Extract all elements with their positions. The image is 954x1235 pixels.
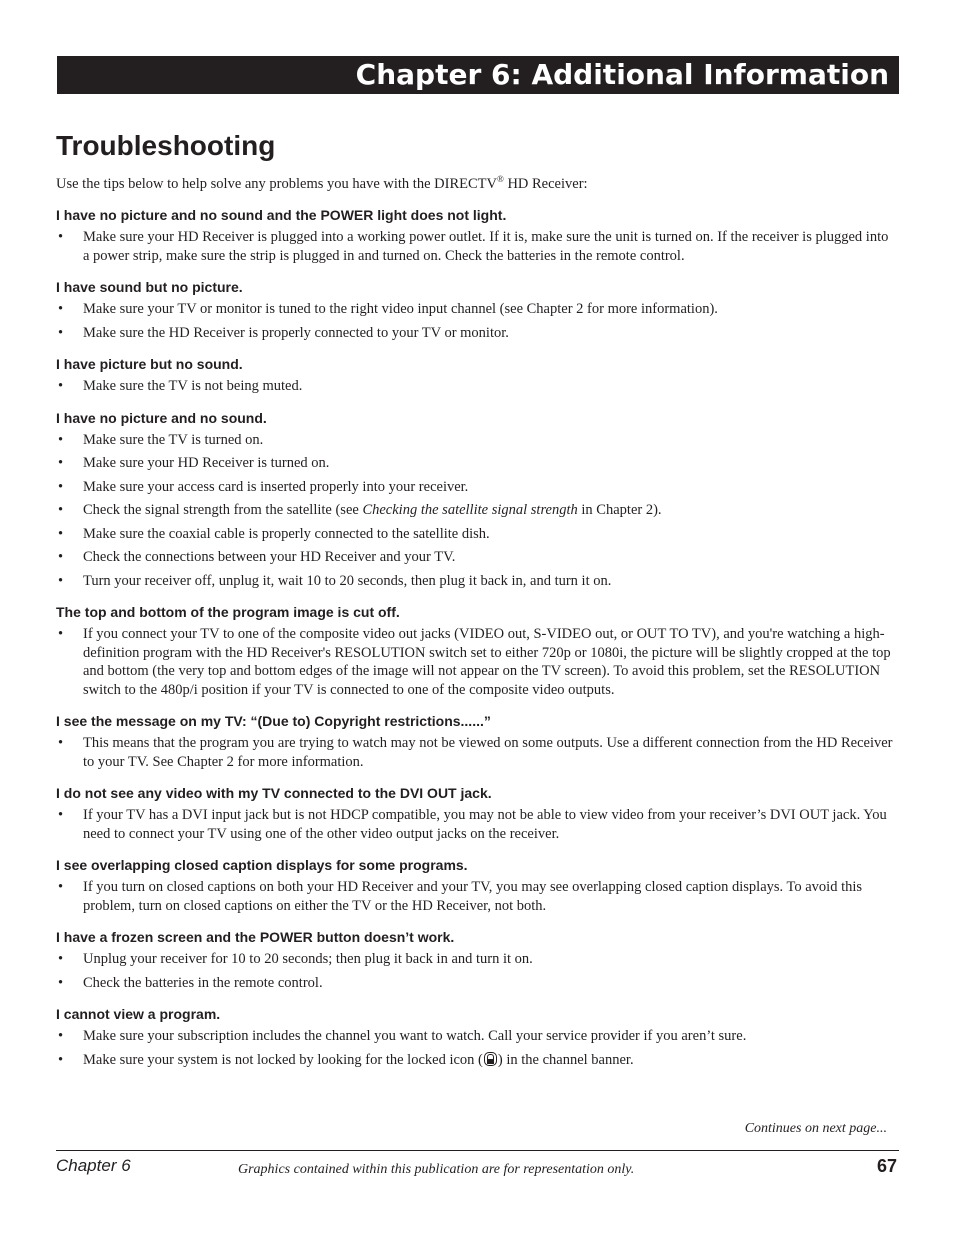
list-item: • Make sure your HD Receiver is turned on. bbox=[56, 454, 898, 473]
section-heading: I cannot view a program. bbox=[56, 1006, 221, 1023]
section-heading: I see the message on my TV: “(Due to) Copyright restrictions......” bbox=[56, 713, 491, 730]
list-item: • Check the batteries in the remote control. bbox=[56, 974, 898, 993]
bullet-list bbox=[56, 431, 898, 591]
bullet-list bbox=[56, 734, 898, 771]
list-item bbox=[56, 501, 898, 520]
troubleshooting-section bbox=[56, 603, 898, 699]
bullet-list bbox=[56, 878, 898, 915]
list-item: • Make sure your subscription includes the channel you want to watch. Call your service provider if you aren’t sure. bbox=[56, 1027, 898, 1046]
bullet-list bbox=[56, 1027, 898, 1069]
section-heading: The top and bottom of the program image is cut off. bbox=[56, 604, 400, 621]
list-item: • If you connect your TV to one of the composite video out jacks (VIDEO out, S-VIDEO out, or OUT TO TV), and you're watching a high-definition program with the HD Receiver's RESOLUTION switch set to either 720p or 1080i, the picture will be slightly cropped at the top and bottom (the very top and bottom edges of the image will not appear on the TV screen). To avoid this problem, set the RESOLUTION switch to the 480p/i position if your TV is connected to one of the composite video outputs. bbox=[56, 625, 898, 699]
troubleshooting-content bbox=[56, 168, 898, 1074]
troubleshooting-section bbox=[56, 928, 898, 992]
list-item-text: in Chapter 2). bbox=[577, 502, 662, 519]
list-item: • Make sure the TV is turned on. bbox=[56, 431, 898, 450]
section-heading: I have a frozen screen and the POWER button doesn’t work. bbox=[56, 929, 455, 946]
list-item bbox=[56, 1051, 898, 1070]
bullet-list bbox=[56, 377, 898, 396]
footer-note: Graphics contained within this publication are for representation only. bbox=[238, 1162, 635, 1177]
list-item-text: ) in the channel banner. bbox=[497, 1051, 634, 1068]
list-item: • If your TV has a DVI input jack but is not HDCP compatible, you may not be able to view video from your receiver’s DVI OUT jack. You need to connect your TV using one of the other video output jacks on the receiver. bbox=[56, 806, 898, 843]
chapter-header-bar bbox=[57, 56, 899, 94]
intro-paragraph bbox=[56, 170, 898, 193]
section-heading: I have sound but no picture. bbox=[56, 279, 243, 296]
list-item: • Make sure the TV is not being muted. bbox=[56, 377, 898, 396]
section-heading: I have no picture and no sound and the POWER light does not light. bbox=[56, 207, 507, 224]
bullet-list bbox=[56, 228, 898, 265]
bullet-list bbox=[56, 806, 898, 843]
list-item: • If you turn on closed captions on both your HD Receiver and your TV, you may see overlapping closed caption displays. To avoid this problem, turn on closed captions on either the TV or the HD Receiver, not both. bbox=[56, 878, 898, 915]
chapter-title: Chapter 6: Additional Information bbox=[355, 58, 889, 91]
list-item: • Make sure your TV or monitor is tuned to the right video input channel (see Chapter 2 for more information). bbox=[56, 300, 898, 319]
troubleshooting-section bbox=[56, 784, 898, 843]
list-item-text: Make sure your system is not locked by looking for the locked icon ( bbox=[83, 1051, 483, 1068]
registered-mark: ® bbox=[496, 174, 504, 184]
list-item: • Make sure the coaxial cable is properly connected to the satellite dish. bbox=[56, 525, 898, 544]
list-item: • This means that the program you are trying to watch may not be viewed on some outputs. Use a different connection from the HD Receiver to your TV. See Chapter 2 for more information. bbox=[56, 734, 898, 771]
list-item: • Check the connections between your HD Receiver and your TV. bbox=[56, 548, 898, 567]
section-heading: I have no picture and no sound. bbox=[56, 409, 267, 426]
lock-icon bbox=[484, 1052, 497, 1066]
troubleshooting-section bbox=[56, 1005, 898, 1069]
list-item: • Turn your receiver off, unplug it, wait 10 to 20 seconds, then plug it back in, and turn it on. bbox=[56, 572, 898, 591]
italic-reference: Checking the satellite signal strength bbox=[362, 502, 578, 519]
intro-text: Use the tips below to help solve any problems you have with the DIRECTV bbox=[56, 175, 497, 192]
troubleshooting-section bbox=[56, 409, 898, 591]
troubleshooting-section bbox=[56, 206, 898, 265]
troubleshooting-section bbox=[56, 712, 898, 771]
list-item-text: Check the signal strength from the satellite (see bbox=[83, 502, 363, 519]
list-item: • Make sure the HD Receiver is properly connected to your TV or monitor. bbox=[56, 324, 898, 343]
footer-divider bbox=[56, 1150, 899, 1151]
troubleshooting-section bbox=[56, 856, 898, 915]
bullet-list bbox=[56, 950, 898, 992]
list-item: • Make sure your access card is inserted properly into your receiver. bbox=[56, 478, 898, 497]
intro-text-end: HD Receiver: bbox=[503, 175, 588, 192]
section-heading: I have picture but no sound. bbox=[56, 356, 243, 373]
list-item: • Unplug your receiver for 10 to 20 seconds; then plug it back in and turn it on. bbox=[56, 950, 898, 969]
page-number: 67 bbox=[876, 1156, 897, 1176]
troubleshooting-section bbox=[56, 355, 898, 396]
bullet-list bbox=[56, 300, 898, 342]
section-heading: I see overlapping closed caption displays for some programs. bbox=[56, 857, 468, 874]
page-title: Troubleshooting bbox=[56, 130, 276, 161]
section-heading: I do not see any video with my TV connected to the DVI OUT jack. bbox=[56, 785, 492, 802]
footer-chapter-label: Chapter 6 bbox=[56, 1156, 131, 1175]
continues-note: Continues on next page... bbox=[744, 1121, 887, 1136]
bullet-list bbox=[56, 625, 898, 699]
list-item: • Make sure your HD Receiver is plugged into a working power outlet. If it is, make sure the unit is turned on. If the receiver is plugged into a power strip, make sure the strip is plugged in and turned on. Check the batteries in the remote control. bbox=[56, 228, 898, 265]
troubleshooting-section bbox=[56, 278, 898, 342]
